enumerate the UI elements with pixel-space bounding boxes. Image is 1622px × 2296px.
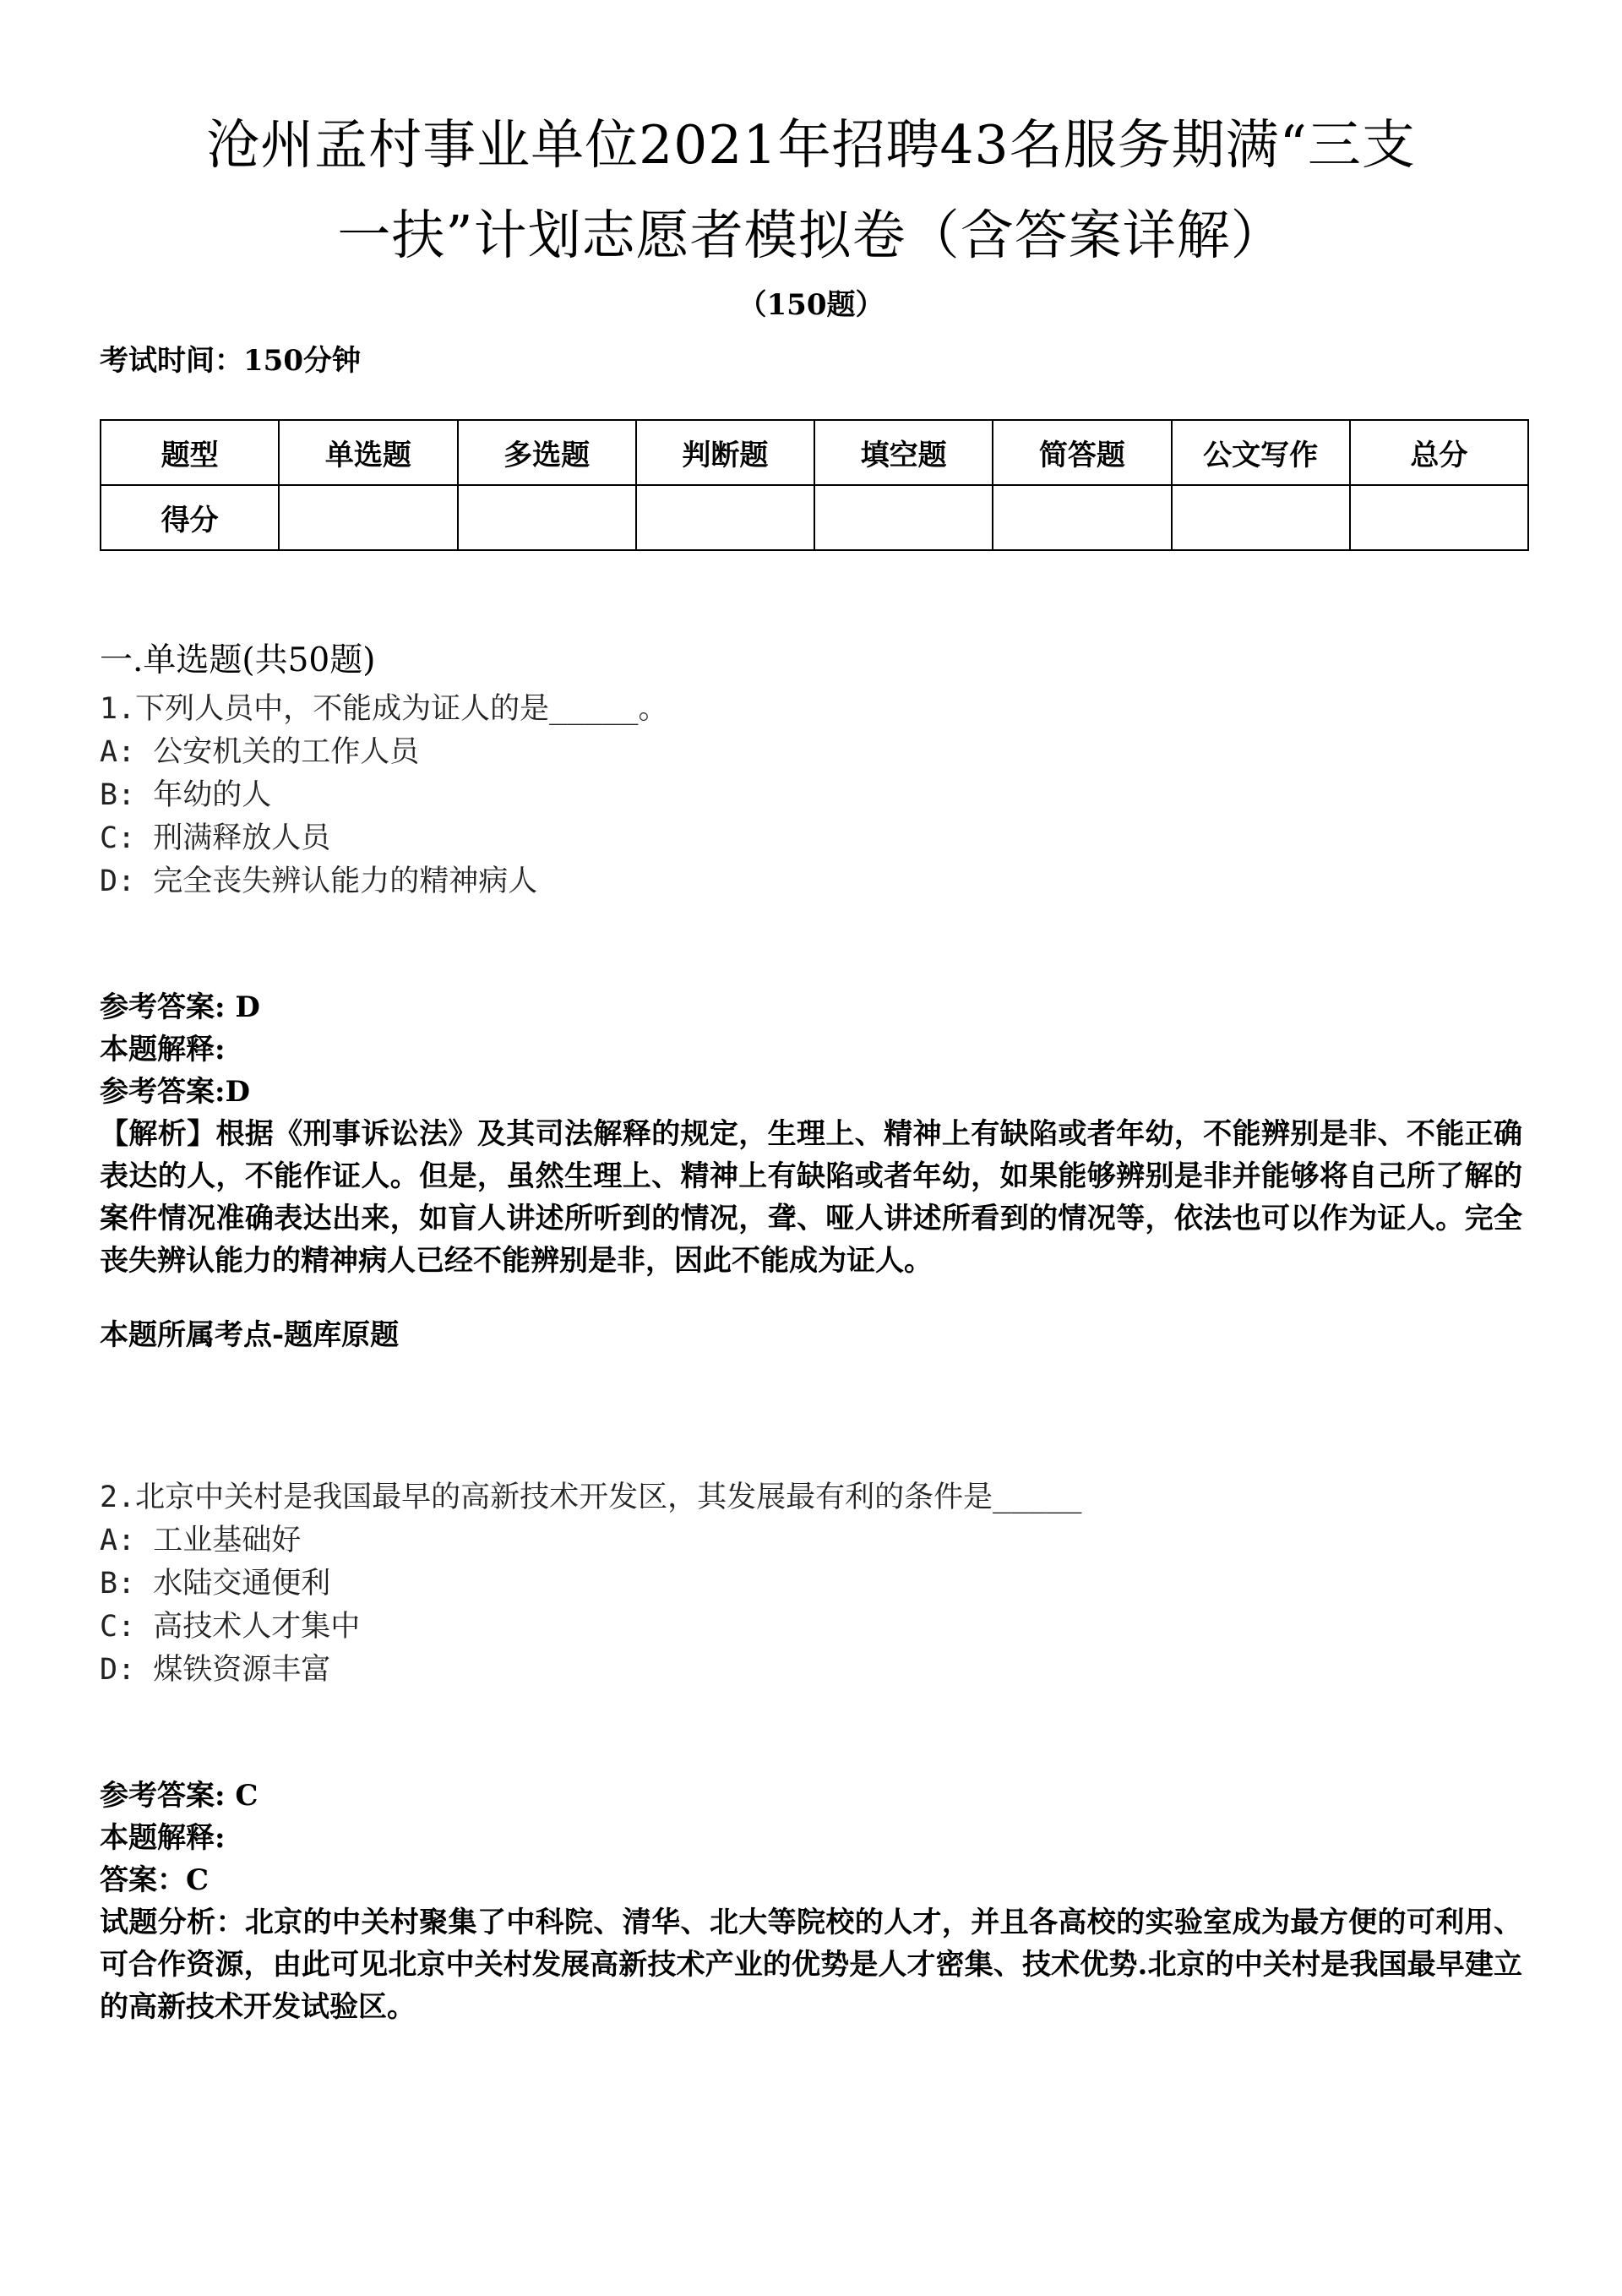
score-cell	[993, 485, 1171, 550]
score-table-score-row	[101, 485, 1528, 550]
score-cell	[458, 485, 636, 550]
score-header-cell: 题型	[101, 420, 279, 485]
score-header-cell: 简答题	[993, 420, 1171, 485]
question-stem: 2.北京中关村是我国最早的高新技术开发区，其发展最有利的条件是_____	[100, 1481, 1082, 1514]
score-row-label: 得分	[101, 485, 279, 550]
reference-answer-2: 参考答案:D	[100, 1075, 251, 1109]
explanation-text: 【解析】根据《刑事诉讼法》及其司法解释的规定，生理上、精神上有缺陷或者年幼，不能辨别是非、不能正确表达的人，不能作证人。但是，虽然生理上、精神上有缺陷或者年幼，如果能够辨别是非并能够将自己所了解的案件情况准确表达出来，如盲人讲述所听到的情况，聋、哑人讲述所看到的情况等，依法也可以作为证人。完全丧失辨认能力的精神病人已经不能辨别是非，因此不能成为证人。	[100, 1117, 1522, 1278]
question-count: （150题）	[738, 288, 884, 322]
option-b: B: 年幼的人	[100, 778, 272, 812]
score-header-cell: 判断题	[636, 420, 814, 485]
score-cell	[279, 485, 457, 550]
score-header-cell: 公文写作	[1172, 420, 1350, 485]
option-b: B: 水陆交通便利	[100, 1567, 331, 1601]
question-stem: 1.下列人员中，不能成为证人的是_____。	[100, 692, 668, 726]
option-c: C: 高技术人才集中	[100, 1610, 361, 1644]
score-cell	[636, 485, 814, 550]
explanation-label: 本题解释:	[100, 1033, 226, 1066]
option-a: A: 工业基础好	[100, 1524, 302, 1557]
question-1	[100, 688, 1522, 1356]
score-header-cell: 多选题	[458, 420, 636, 485]
score-table	[100, 419, 1529, 551]
score-cell	[1172, 485, 1350, 550]
section-title: 一.单选题(共50题)	[100, 641, 376, 679]
title-line-1: 沧州孟村事业单位2021年招聘43名服务期满“三支	[206, 114, 1416, 176]
score-header-cell: 填空题	[814, 420, 993, 485]
document-title	[100, 0, 1522, 281]
reference-answer: 参考答案: C	[100, 1779, 259, 1813]
question-2	[100, 1476, 1522, 2028]
explanation-text: 试题分析：北京的中关村聚集了中科院、清华、北大等院校的人才，并且各高校的实验室成为最方便的可利用、可合作资源，由此可见北京中关村发展高新技术产业的优势是人才密集、技术优势.北京的中关村是我国最早建立的高新技术开发试验区。	[100, 1906, 1522, 2024]
option-a: A: 公安机关的工作人员	[100, 735, 420, 769]
reference-answer: 参考答案: D	[100, 990, 260, 1024]
title-line-2: 一扶”计划志愿者模拟卷（含答案详解）	[337, 205, 1285, 266]
score-header-cell: 单选题	[279, 420, 457, 485]
explanation-label: 本题解释:	[100, 1821, 226, 1855]
score-cell	[1350, 485, 1528, 550]
exam-time: 考试时间：150分钟	[100, 344, 361, 378]
option-d: D: 完全丧失辨认能力的精神病人	[100, 864, 538, 898]
score-table-header-row	[101, 420, 1528, 485]
score-cell	[814, 485, 993, 550]
option-c: C: 刑满释放人员	[100, 821, 331, 855]
option-d: D: 煤铁资源丰富	[100, 1653, 331, 1687]
knowledge-point: 本题所属考点-题库原题	[100, 1318, 400, 1352]
reference-answer-2: 答案：C	[100, 1863, 210, 1897]
score-header-cell: 总分	[1350, 420, 1528, 485]
